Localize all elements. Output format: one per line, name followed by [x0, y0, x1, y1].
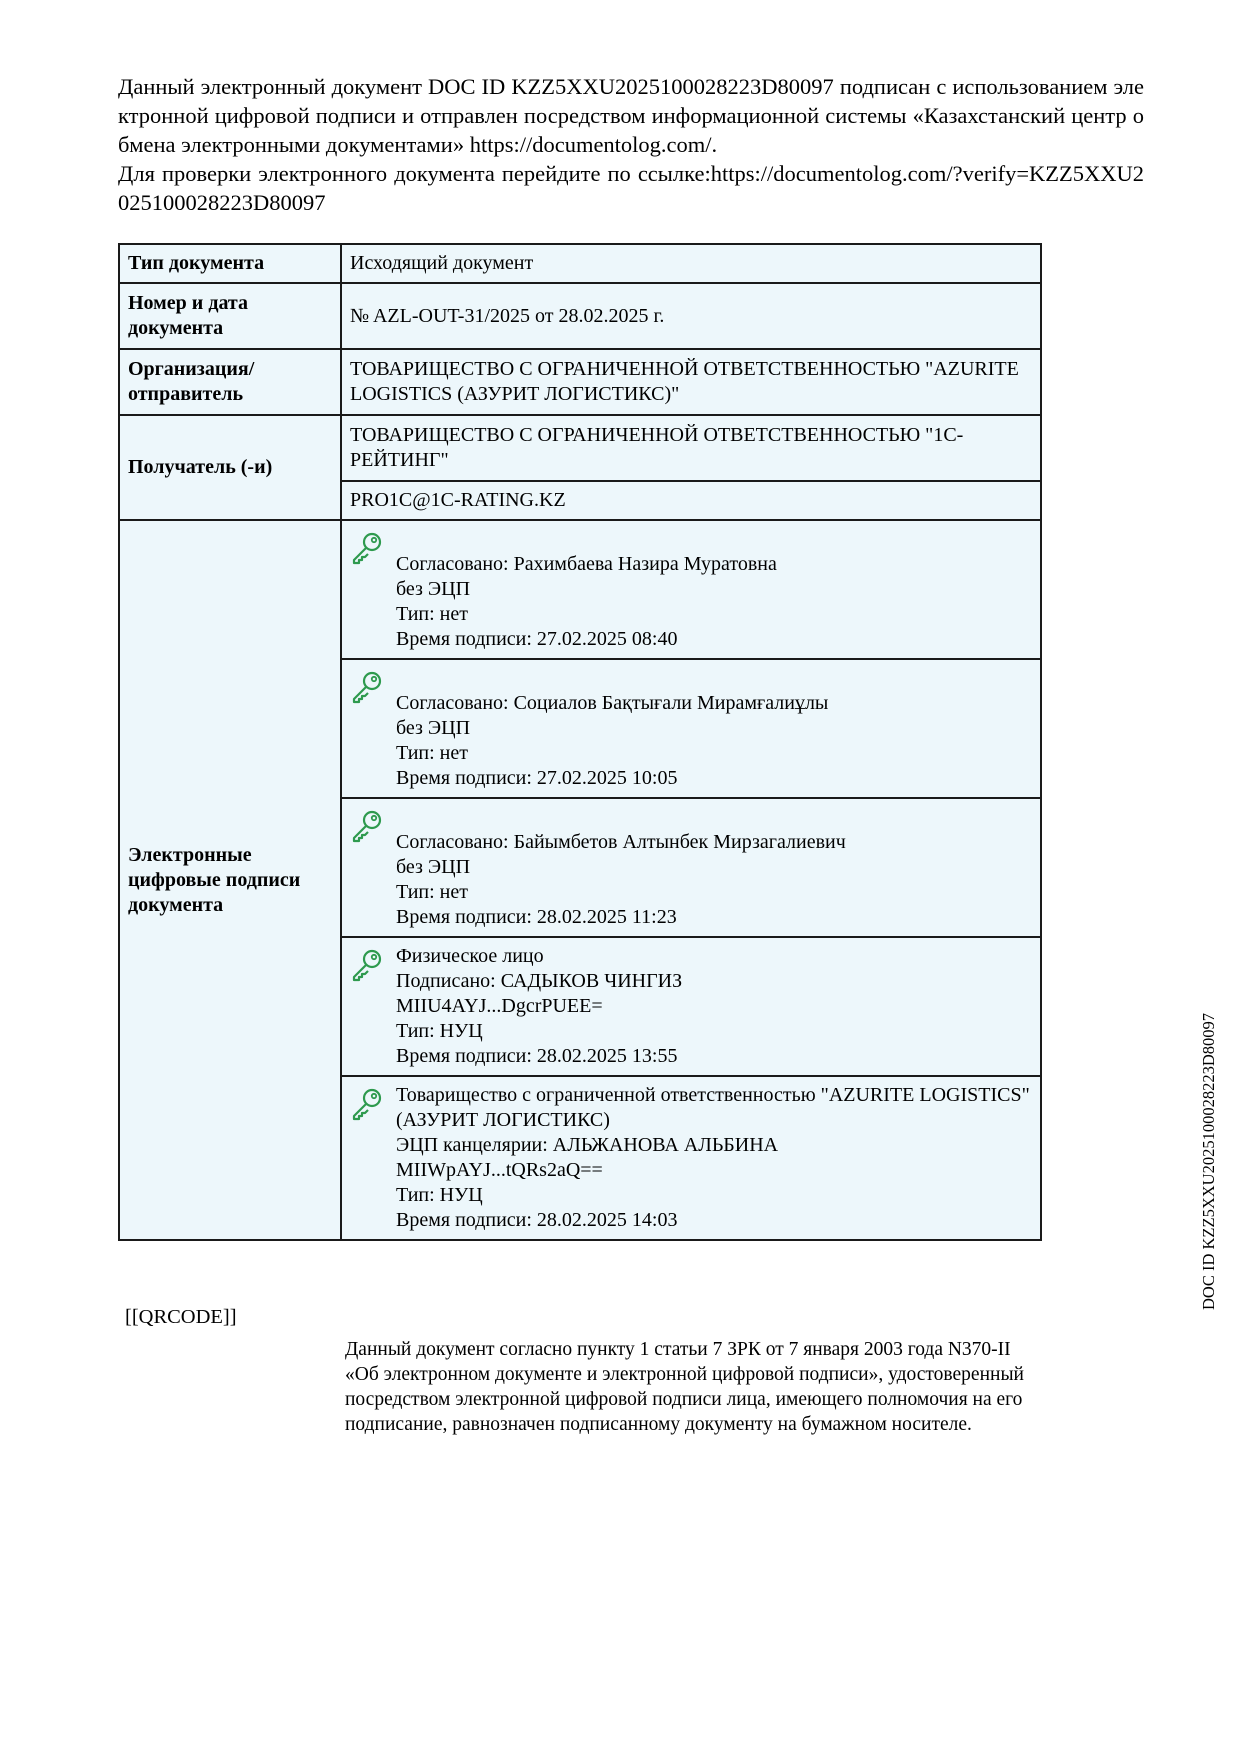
doc-type-value: Исходящий документ [341, 244, 1041, 283]
signature-time: Время подписи: 28.02.2025 13:55 [396, 1045, 678, 1067]
signature-type: Тип: нет [396, 742, 469, 764]
signature-entry [341, 937, 1041, 1076]
doc-type-label: Тип документа [119, 244, 341, 283]
number-value: № AZL-OUT-31/2025 от 28.02.2025 г. [341, 283, 1041, 349]
signature-cert: MIIWpAYJ...tQRs2aQ== [396, 1159, 603, 1181]
signature-cert: без ЭЦП [396, 578, 471, 600]
signature-entry [341, 1076, 1041, 1240]
signature-type: Тип: НУЦ [396, 1020, 483, 1042]
document-info-table [118, 243, 1042, 1241]
table-row-recipient [119, 415, 1041, 481]
signature-type: Тип: НУЦ [396, 1184, 483, 1206]
signature-spacer [396, 666, 1032, 691]
signature-type: Тип: нет [396, 603, 469, 625]
key-icon [350, 670, 384, 704]
signature-type: Тип: нет [396, 881, 469, 903]
signature-spacer [396, 527, 1032, 552]
recipient-label: Получатель (-и) [119, 415, 341, 520]
signature-action: Согласовано: Рахимбаева Назира Муратовна [396, 553, 777, 575]
key-icon [350, 1087, 384, 1121]
signature-action: Согласовано: Байымбетов Алтынбек Мирзагалиевич [396, 831, 846, 853]
legal-notice [345, 1337, 1045, 1437]
recipient-value: ТОВАРИЩЕСТВО С ОГРАНИЧЕННОЙ ОТВЕТСТВЕННОСТЬЮ "1С-РЕЙТИНГ" [341, 415, 1041, 481]
signature-entry [341, 659, 1041, 798]
org-value: ТОВАРИЩЕСТВО С ОГРАНИЧЕННОЙ ОТВЕТСТВЕННОСТЬЮ "AZURITE LOGISTICS (АЗУРИТ ЛОГИСТИКС)" [341, 349, 1041, 415]
table-row-signatures [119, 520, 1041, 659]
signature-org: Товарищество с ограниченной ответственностью "AZURITE LOGISTICS" (АЗУРИТ ЛОГИСТИКС) [396, 1084, 1030, 1131]
signature-action: ЭЦП канцелярии: АЛЬЖАНОВА АЛЬБИНА [396, 1134, 779, 1156]
signature-spacer [396, 805, 1032, 830]
signature-org: Физическое лицо [396, 945, 544, 967]
intro-text [118, 72, 1144, 217]
signature-entry [341, 520, 1041, 659]
signature-cert: MIIU4AYJ...DgcrPUEE= [396, 995, 603, 1017]
legal-notice-text: Данный документ согласно пункту 1 статьи 7 ЗРК от 7 января 2003 года N370-II «Об электронном документе и электронной цифровой подписи», удостоверенный посредством электронной цифровой подписи лица, имеющего полномочия на его подписание, равнозначен подписанному документу на бумажном носителе. [345, 1339, 1024, 1435]
intro-verify-link[interactable]: Для проверки электронного документа перейдите по ссылке:https://documentolog.com/?verify=KZZ5XXU2025100028223D80097 [118, 161, 1144, 215]
number-label: Номер и дата документа [119, 283, 341, 349]
intro-signed-statement: Данный электронный документ DOC ID KZZ5XXU2025100028223D80097 подписан с использованием электронной цифровой подписи и отправлен посредством информационной системы «Казахстанский центр обмена электронными документами» https://documentolog.com/. [118, 74, 1144, 157]
signature-cert: без ЭЦП [396, 856, 471, 878]
signature-action: Согласовано: Социалов Бақтығали Мирамғалиұлы [396, 692, 829, 714]
side-doc-id: DOC ID KZZ5XXU2025100028223D80097 [1199, 1013, 1218, 1310]
table-row-doc-type [119, 244, 1041, 283]
table-row-number [119, 283, 1041, 349]
signatures-label: Электронные цифровые подписи документа [119, 520, 341, 1240]
key-icon [350, 809, 384, 843]
signature-cert: без ЭЦП [396, 717, 471, 739]
table-row-org [119, 349, 1041, 415]
signature-time: Время подписи: 27.02.2025 10:05 [396, 767, 678, 789]
signature-time: Время подписи: 28.02.2025 14:03 [396, 1209, 678, 1231]
signature-action: Подписано: САДЫКОВ ЧИНГИЗ [396, 970, 683, 992]
qr-code-placeholder: [[QRCODE]] [125, 1306, 237, 1328]
signature-time: Время подписи: 28.02.2025 11:23 [396, 906, 677, 928]
signature-entry [341, 798, 1041, 937]
key-icon [350, 948, 384, 982]
signature-time: Время подписи: 27.02.2025 08:40 [396, 628, 678, 650]
key-icon [350, 531, 384, 565]
recipient-email: PRO1C@1C-RATING.KZ [341, 481, 1041, 520]
org-label: Организация/ отправитель [119, 349, 341, 415]
